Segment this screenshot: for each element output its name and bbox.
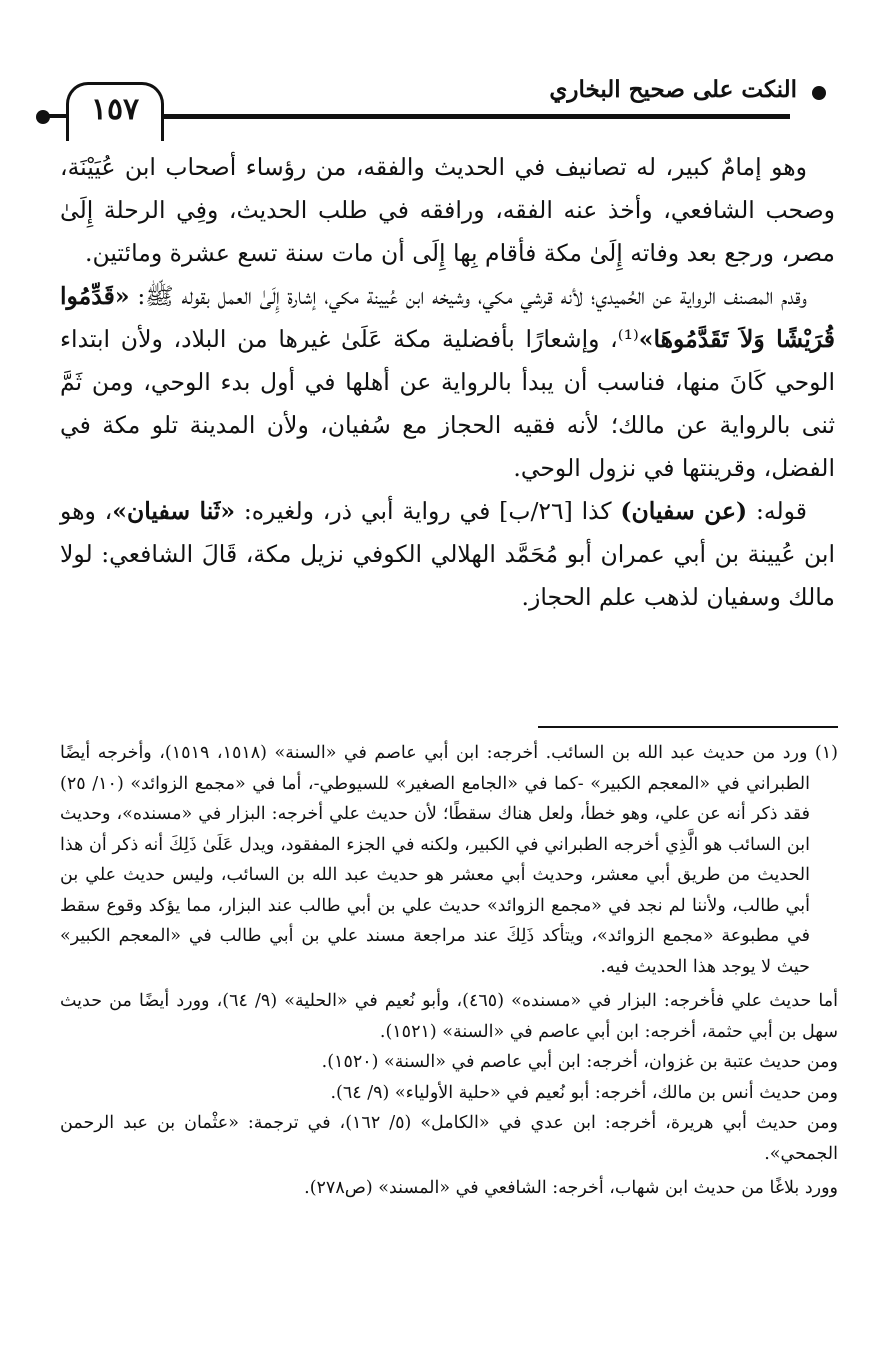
footnote-1-cont-2: ومن حديث عتبة بن غزوان، أخرجه: ابن أبي عاصم في «السنة» (١٥٢٠). bbox=[321, 1052, 838, 1072]
variant-reading: «ثَنا سفيان» bbox=[112, 497, 236, 525]
header-ornament-dot-right bbox=[812, 86, 826, 100]
page-header bbox=[0, 70, 885, 150]
header-ornament-dot-left bbox=[36, 110, 50, 124]
header-rule bbox=[150, 114, 790, 119]
paragraph-1: وهو إمامٌ كبير، له تصانيف في الحديث والفقه، من رؤساء أصحاب ابن عُيَيْنَة، وصحب الشافعي، وأخذ عنه الفقه، ورافقه في طلب الحديث، وفِي الرحلة إِلَىٰ مصر، ورجع بعد وفاته إِلَىٰ مكة فأقام بِها إِلَى أن مات سنة تسع عشرة ومائتين. bbox=[60, 153, 835, 267]
paragraph-2 bbox=[60, 275, 835, 490]
footnote-ref-1: ⁽¹⁾ bbox=[617, 325, 639, 353]
footnote-separator bbox=[538, 726, 838, 728]
paragraph-2-text-b: ، وإشعارًا بأفضلية مكة عَلَىٰ غيرها من البلاد، ولأن ابتداء الوحي كَانَ منها، فناسب أن يبدأ بالرواية عن أهلها في أول بدء الوحي، ومن ثَمَّ ثنى بالرواية عن مالك؛ لأنه فقيه الحجاز مع سُفيان، ولأن المدينة تلو مكة في الفضل، وقرينتها في نزول الوحي. bbox=[60, 325, 835, 482]
paragraph-3-lead: قوله: bbox=[747, 497, 808, 525]
footnote-1-cont-1: أما حديث علي فأخرجه: البزار في «مسنده» (٤٦٥)، وأبو نُعيم في «الحلية» (٩/ ٦٤)، وورد أيضًا من حديث سهل بن أبي حثمة، أخرجه: ابن أبي عاصم في «السنة» (١٥٢١). bbox=[60, 991, 838, 1042]
footnotes bbox=[60, 738, 838, 1204]
paragraph-3 bbox=[60, 490, 835, 619]
page-number: ١٥٧ bbox=[90, 92, 140, 127]
paragraph-3-text-a: كذا [٢٦/ب] في رواية أبي ذر، ولغيره: bbox=[235, 497, 621, 525]
footnote-1: (١) ورد من حديث عبد الله بن السائب. أخرجه: ابن أبي عاصم في «السنة» (١٥١٨، ١٥١٩)، وأخرجه أيضًا الطبراني في «المعجم الكبير» -كما في «الجامع الصغير» للسيوطي-، أما في «مجمع الزوائد» (١٠/ ٢٥) فقد ذكر أنه عن علي، وهو خطأ، ولعل هناك سقطًا؛ لأن حديث علي أخرجه: البزار في «مسنده»، وحديث ابن السائب هو الَّذِي أخرجه الطبراني في الكبير، ولكنه في الجزء المفقود، ويدل عَلَىٰ ذَلِكَ أنه ذكر أن هذا الحديث من طريق أبي معشر، وحديث أبي معشر هو حديث عبد الله بن السائب، وليس حديث علي بن أبي طالب، ولأننا لم نجد في «مجمع الزوائد» حديث علي بن أبي طالب عند البزار، مما يؤكد وقوع سقط في مطبوعة «مجمع الزوائد»، ويتأكد ذَلِكَ عند مراجعة مسند علي بن أبي طالب في «المعجم الكبير» حيث لا يوجد هذا الحديث فيه. bbox=[60, 743, 838, 977]
commentary-keyword: (عن سفيان) bbox=[620, 497, 748, 525]
running-title: النكت على صحيح البخاري bbox=[549, 76, 797, 103]
paragraph-3-text-b: ، وهو ابن عُيينة بن أبي عمران أبو مُحَمَّد الهلالي الكوفي نزيل مكة، قَالَ الشافعي: لولا مالك وسفيان لذهب علم الحجاز. bbox=[60, 497, 835, 611]
footnote-1-cont-3: ومن حديث أنس بن مالك، أخرجه: أبو نُعيم في «حلية الأولياء» (٩/ ٦٤). bbox=[330, 1082, 838, 1103]
hadith-quote: «قَدِّمُوا قُرَيْشًا وَلاَ تَقَدَّمُوهَا» bbox=[60, 282, 836, 353]
footnote-1-cont-5: وورد بلاغًا من حديث ابن شهاب، أخرجه: الشافعي في «المسند» (ص٢٧٨). bbox=[304, 1178, 838, 1198]
footnote-1-cont-4: ومن حديث أبي هريرة، أخرجه: ابن عدي في «الكامل» (٥/ ١٦٢)، في ترجمة: «عثْمان بن عبد الرحمن الجمحي». bbox=[60, 1113, 838, 1164]
main-text bbox=[60, 146, 835, 619]
paragraph-2-text-a: وقدم المصنف الرواية عن الحُميدي؛ لأنه قرشي مكي، وشيخه ابن عُيينة مكي، إشارة إِلَىٰ العمل بقوله ﷺ: bbox=[129, 282, 807, 310]
